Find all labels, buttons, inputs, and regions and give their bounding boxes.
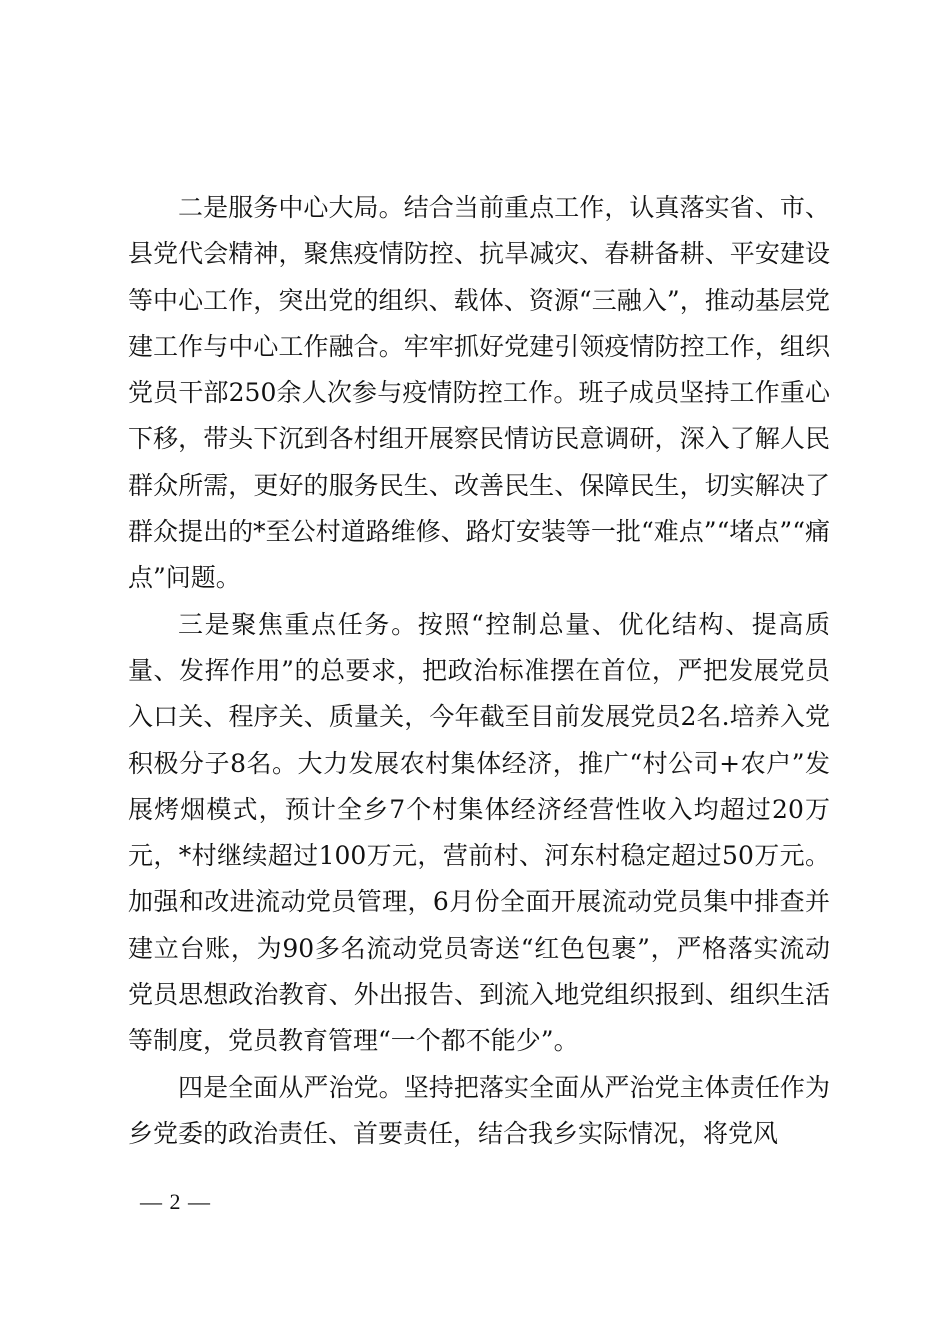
document-body — [128, 185, 830, 1157]
paragraph-strict-governance: 四是全面从严治党。坚持把落实全面从严治党主体责任作为乡党委的政治责任、首要责任，结合我乡实际情况，将党风 — [128, 1072, 830, 1148]
paragraph-service-center: 二是服务中心大局。结合当前重点工作，认真落实省、市、县党代会精神，聚焦疫情防控、抗旱减灾、春耕备耕、平安建设等中心工作，突出党的组织、载体、资源“三融入”，推动基层党建工作与中心工作融合。牢牢抓好党建引领疫情防控工作，组织党员干部250余人次参与疫情防控工作。班子成员坚持工作重心下移，带头下沉到各村组开展察民情访民意调研，深入了解人民群众所需，更好的服务民生、改善民生、保障民生，切实解决了群众提出的*至公村道路维修、路灯安装等一批“难点”“堵点”“痛点”问题。 — [128, 193, 830, 593]
paragraph-key-tasks: 三是聚焦重点任务。按照“控制总量、优化结构、提高质量、发挥作用”的总要求，把政治标准摆在首位，严把发展党员入口关、程序关、质量关，今年截至目前发展党员2名.培养入党积极分子8名。大力发展农村集体经济，推广“村公司+农户”发展烤烟模式，预计全乡7个村集体经济经营性收入均超过20万元，*村继续超过100万元，营前村、河东村稳定超过50万元。加强和改进流动党员管理，6月份全面开展流动党员集中排查并建立台账，为90多名流动党员寄送“红色包裹”，严格落实流动党员思想政治教育、外出报告、到流入地党组织报到、组织生活等制度，党员教育管理“一个都不能少”。 — [128, 609, 830, 1056]
page-number: — 2 — — [140, 1189, 211, 1214]
